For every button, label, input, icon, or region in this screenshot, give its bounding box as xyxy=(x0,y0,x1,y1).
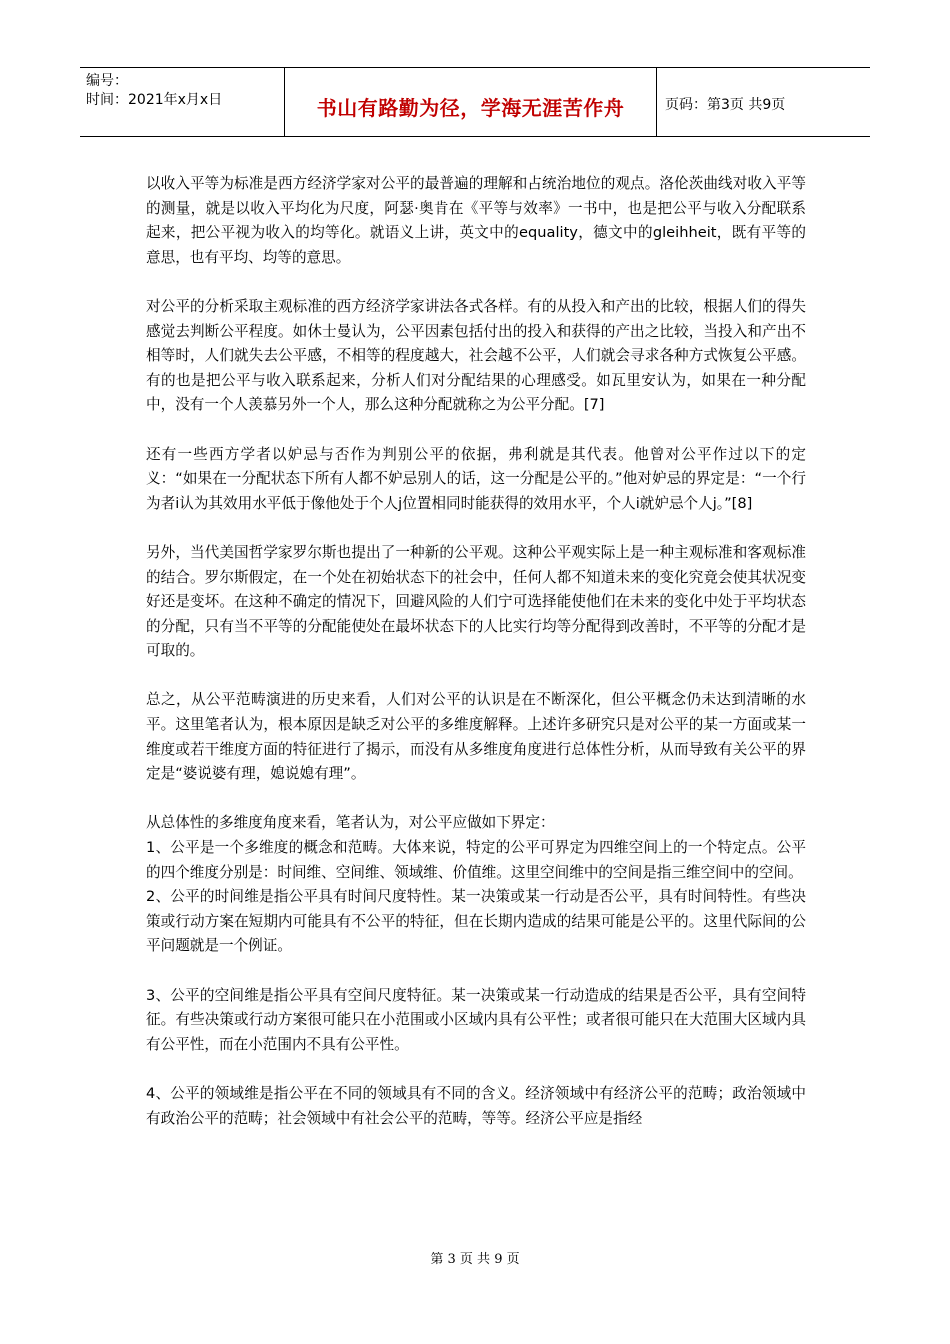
header-page-info: 页码：第3页 共9页 xyxy=(665,97,786,113)
paragraph-definition-intro: 从总体性的多维度角度来看，笔者认为，对公平应做如下界定： xyxy=(146,814,555,832)
document-time: 时间：2021年x月x日 xyxy=(86,92,223,108)
list-item-1: 1、公平是一个多维度的概念和范畴。大体来说，特定的公平可界定为四维空间上的一个特定点。公平的四个维度分别是：时间维、空间维、领域维、价值维。这里空间维中的空间是指三维空间中的空间。 xyxy=(146,839,806,881)
paragraph-summary: 总之，从公平范畴演进的历史来看，人们对公平的认识是在不断深化，但公平概念仍未达到清晰的水平。这里笔者认为，根本原因是缺乏对公平的多维度解释。上述许多研究只是对公平的某一方面或某一维度或若干维度方面的特征进行了揭示，而没有从多维度角度进行总体性分析，从而导致有关公平的界定是“婆说婆有理，媳说媳有理”。 xyxy=(146,691,806,783)
header-motto: 书山有路勤为径，学海无涯苦作舟 xyxy=(316,95,625,120)
header-meta xyxy=(80,68,285,136)
paragraph-rawls: 另外，当代美国哲学家罗尔斯也提出了一种新的公平观。这种公平观实际上是一种主观标准和客观标准的结合。罗尔斯假定，在一个处在初始状态下的社会中，任何人都不知道未来的变化究竟会使其状况变好还是变坏。在这种不确定的情况下，回避风险的人们宁可选择能使他们在未来的变化中处于平均状态的分配，只有当不平等的分配能使处在最坏状态下的人比实行均等分配得到改善时，不平等的分配才是可取的。 xyxy=(146,543,806,660)
page-footer: 第 3 页 共 9 页 xyxy=(430,1252,520,1267)
paragraph-envy-criterion: 还有一些西方学者以妒忌与否作为判别公平的依据，弗利就是其代表。他曾对公平作过以下的定义：“如果在一分配状态下所有人都不妒忌别人的话，这一分配是公平的。”他对妒忌的界定是：“一个行为者i认为其效用水平低于像他处于个人j位置相同时能获得的效用水平，个人i就妒忌个人j。”[8] xyxy=(146,445,806,512)
document-number: 编号： xyxy=(86,73,128,89)
document-body xyxy=(146,172,806,1131)
list-item-3: 3、公平的空间维是指公平具有空间尺度特征。某一决策或某一行动造成的结果是否公平，具有空间特征。有些决策或行动方案很可能只在小范围或小区域内具有公平性；或者很可能只在大范围大区域内具有公平性，而在小范围内不具有公平性。 xyxy=(146,986,806,1053)
paragraph-subjective-standard: 对公平的分析采取主观标准的西方经济学家讲法各式各样。有的从投入和产出的比较，根据人们的得失感觉去判断公平程度。如休士曼认为，公平因素包括付出的投入和获得的产出之比较，当投入和产出不相等时，人们就失去公平感，不相等的程度越大，社会越不公平，人们就会寻求各种方式恢复公平感。有的也是把公平与收入联系起来，分析人们对分配结果的心理感受。如瓦里安认为，如果在一种分配中，没有一个人羡慕另外一个人，那么这种分配就称之为公平分配。[7] xyxy=(146,297,806,414)
page-header xyxy=(80,67,870,137)
list-item-4: 4、公平的领域维是指公平在不同的领域具有不同的含义。经济领域中有经济公平的范畴；政治领域中有政治公平的范畴；社会领域中有社会公平的范畴，等等。经济公平应是指经 xyxy=(146,1084,806,1127)
list-item-2: 2、公平的时间维是指公平具有时间尺度特性。某一决策或某一行动是否公平，具有时间特性。有些决策或行动方案在短期内可能具有不公平的特征，但在长期内造成的结果可能是公平的。这里代际间的公平问题就是一个例证。 xyxy=(146,888,806,955)
header-motto-cell xyxy=(285,68,657,136)
paragraph-income-equality: 以收入平等为标准是西方经济学家对公平的最普遍的理解和占统治地位的观点。洛伦茨曲线对收入平等的测量，就是以收入平均化为尺度，阿瑟·奥肯在《平等与效率》一书中，也是把公平与收入分配联系起来，把公平视为收入的均等化。就语义上讲，英文中的equality，德文中的gleihheit，既有平等的意思，也有平均、均等的意思。 xyxy=(146,175,806,266)
